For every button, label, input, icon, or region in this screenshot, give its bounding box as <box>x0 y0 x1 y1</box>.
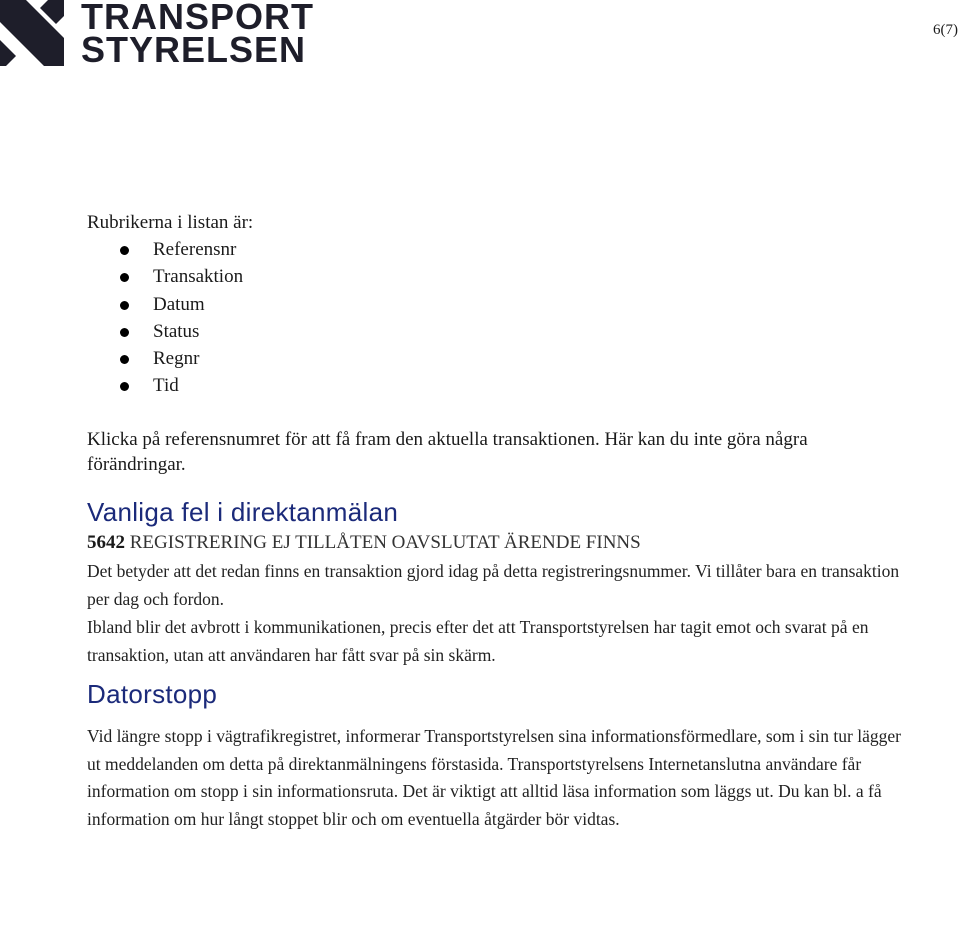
stop-heading: Datorstopp <box>87 678 218 709</box>
bullet-icon <box>120 273 129 282</box>
bullet-icon <box>120 328 129 337</box>
logo-mark-icon <box>0 0 64 66</box>
stop-paragraph: Vid längre stopp i vägtrafikregistret, informerar Transportstyrelsen sina informationsförmedlare, som i sin tur lägger ut meddelanden om detta på direktanmälningens förstasida. Transportstyrelsens Internetanslutna användare får information om stopp i sin informationsruta. Det är viktigt att alltid läsa information som läggs ut. Du kan bl. a få information om hur långt stoppet blir och om eventuella åtgärder bör vidtas. <box>87 725 901 830</box>
click-instruction: Klicka på referensnumret för att få fram den aktuella transaktionen. Här kan du inte göra några förändringar. <box>87 428 808 475</box>
error-code: 5642 <box>87 531 125 553</box>
list-item: Regnr <box>87 345 907 372</box>
bullet-icon <box>120 355 129 364</box>
bullet-icon <box>120 301 129 310</box>
error-interruption-note: Ibland blir det avbrott i kommunikationen, precis efter det att Transportstyrelsen har tagit emot och svarat på en transaktion, utan att användaren har fått svar på sin skärm. <box>87 616 869 665</box>
list-item: Status <box>87 318 907 345</box>
bullet-icon <box>120 382 129 391</box>
logo-line-1: TRANSPORT <box>81 0 314 37</box>
logo-wordmark <box>81 0 314 70</box>
bullet-icon <box>120 246 129 255</box>
transportstyrelsen-logo <box>0 0 314 72</box>
page-number: 6(7) <box>933 22 958 38</box>
error-message: REGISTRERING EJ TILLÅTEN OAVSLUTAT ÄRENDE FINNS <box>129 531 641 553</box>
document-body <box>87 209 907 834</box>
list-item: Transaktion <box>87 263 907 290</box>
list-headers <box>87 236 907 400</box>
error-code-line <box>87 529 907 557</box>
list-item: Tid <box>87 372 907 399</box>
list-item: Referensnr <box>87 236 907 263</box>
error-explanation: Det betyder att det redan finns en transaktion gjord idag på detta registreringsnummer. Vi tillåter bara en transaktion per dag och fordon. <box>87 560 900 609</box>
list-intro: Rubrikerna i listan är: <box>87 212 254 233</box>
errors-heading: Vanliga fel i direktanmälan <box>87 496 399 527</box>
list-item: Datum <box>87 291 907 318</box>
logo-line-2: STYRELSEN <box>81 29 307 70</box>
